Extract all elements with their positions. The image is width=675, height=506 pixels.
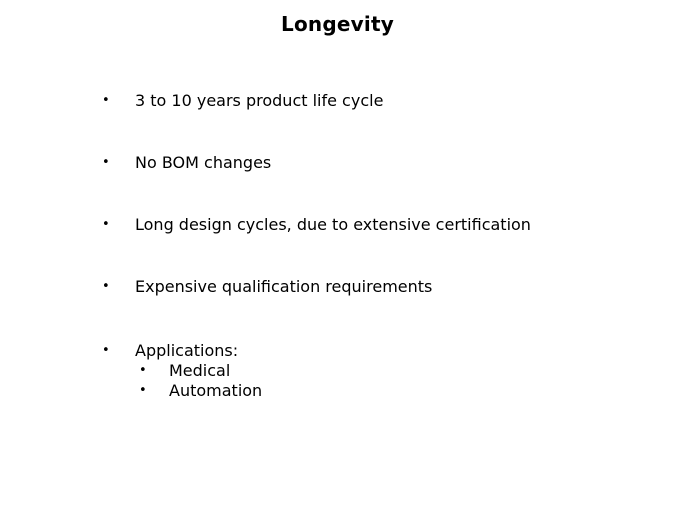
sub-bullet-marker: •	[139, 363, 147, 378]
bullet-marker: •	[102, 217, 110, 232]
bullet-text: Applications:	[135, 341, 239, 360]
bullet-marker: •	[102, 155, 110, 170]
bullet-marker: •	[102, 343, 110, 358]
slide-title: Longevity	[281, 12, 394, 36]
sub-bullet-item	[0, 361, 675, 381]
sub-bullet-text: Medical	[169, 361, 231, 380]
bullet-text: Expensive qualification requirements	[135, 277, 433, 296]
bullet-text: Long design cycles, due to extensive certification	[135, 215, 531, 234]
bullet-text: No BOM changes	[135, 153, 272, 172]
bullet-marker: •	[102, 279, 110, 294]
sub-bullet-item	[0, 381, 675, 401]
sub-bullet-text: Automation	[169, 381, 263, 400]
bullet-item	[0, 214, 675, 236]
bullet-item	[0, 340, 675, 362]
bullet-item	[0, 90, 675, 112]
bullet-item	[0, 276, 675, 298]
bullet-text: 3 to 10 years product life cycle	[135, 91, 384, 110]
bullet-marker: •	[102, 93, 110, 108]
bullet-item	[0, 152, 675, 174]
sub-bullet-marker: •	[139, 383, 147, 398]
